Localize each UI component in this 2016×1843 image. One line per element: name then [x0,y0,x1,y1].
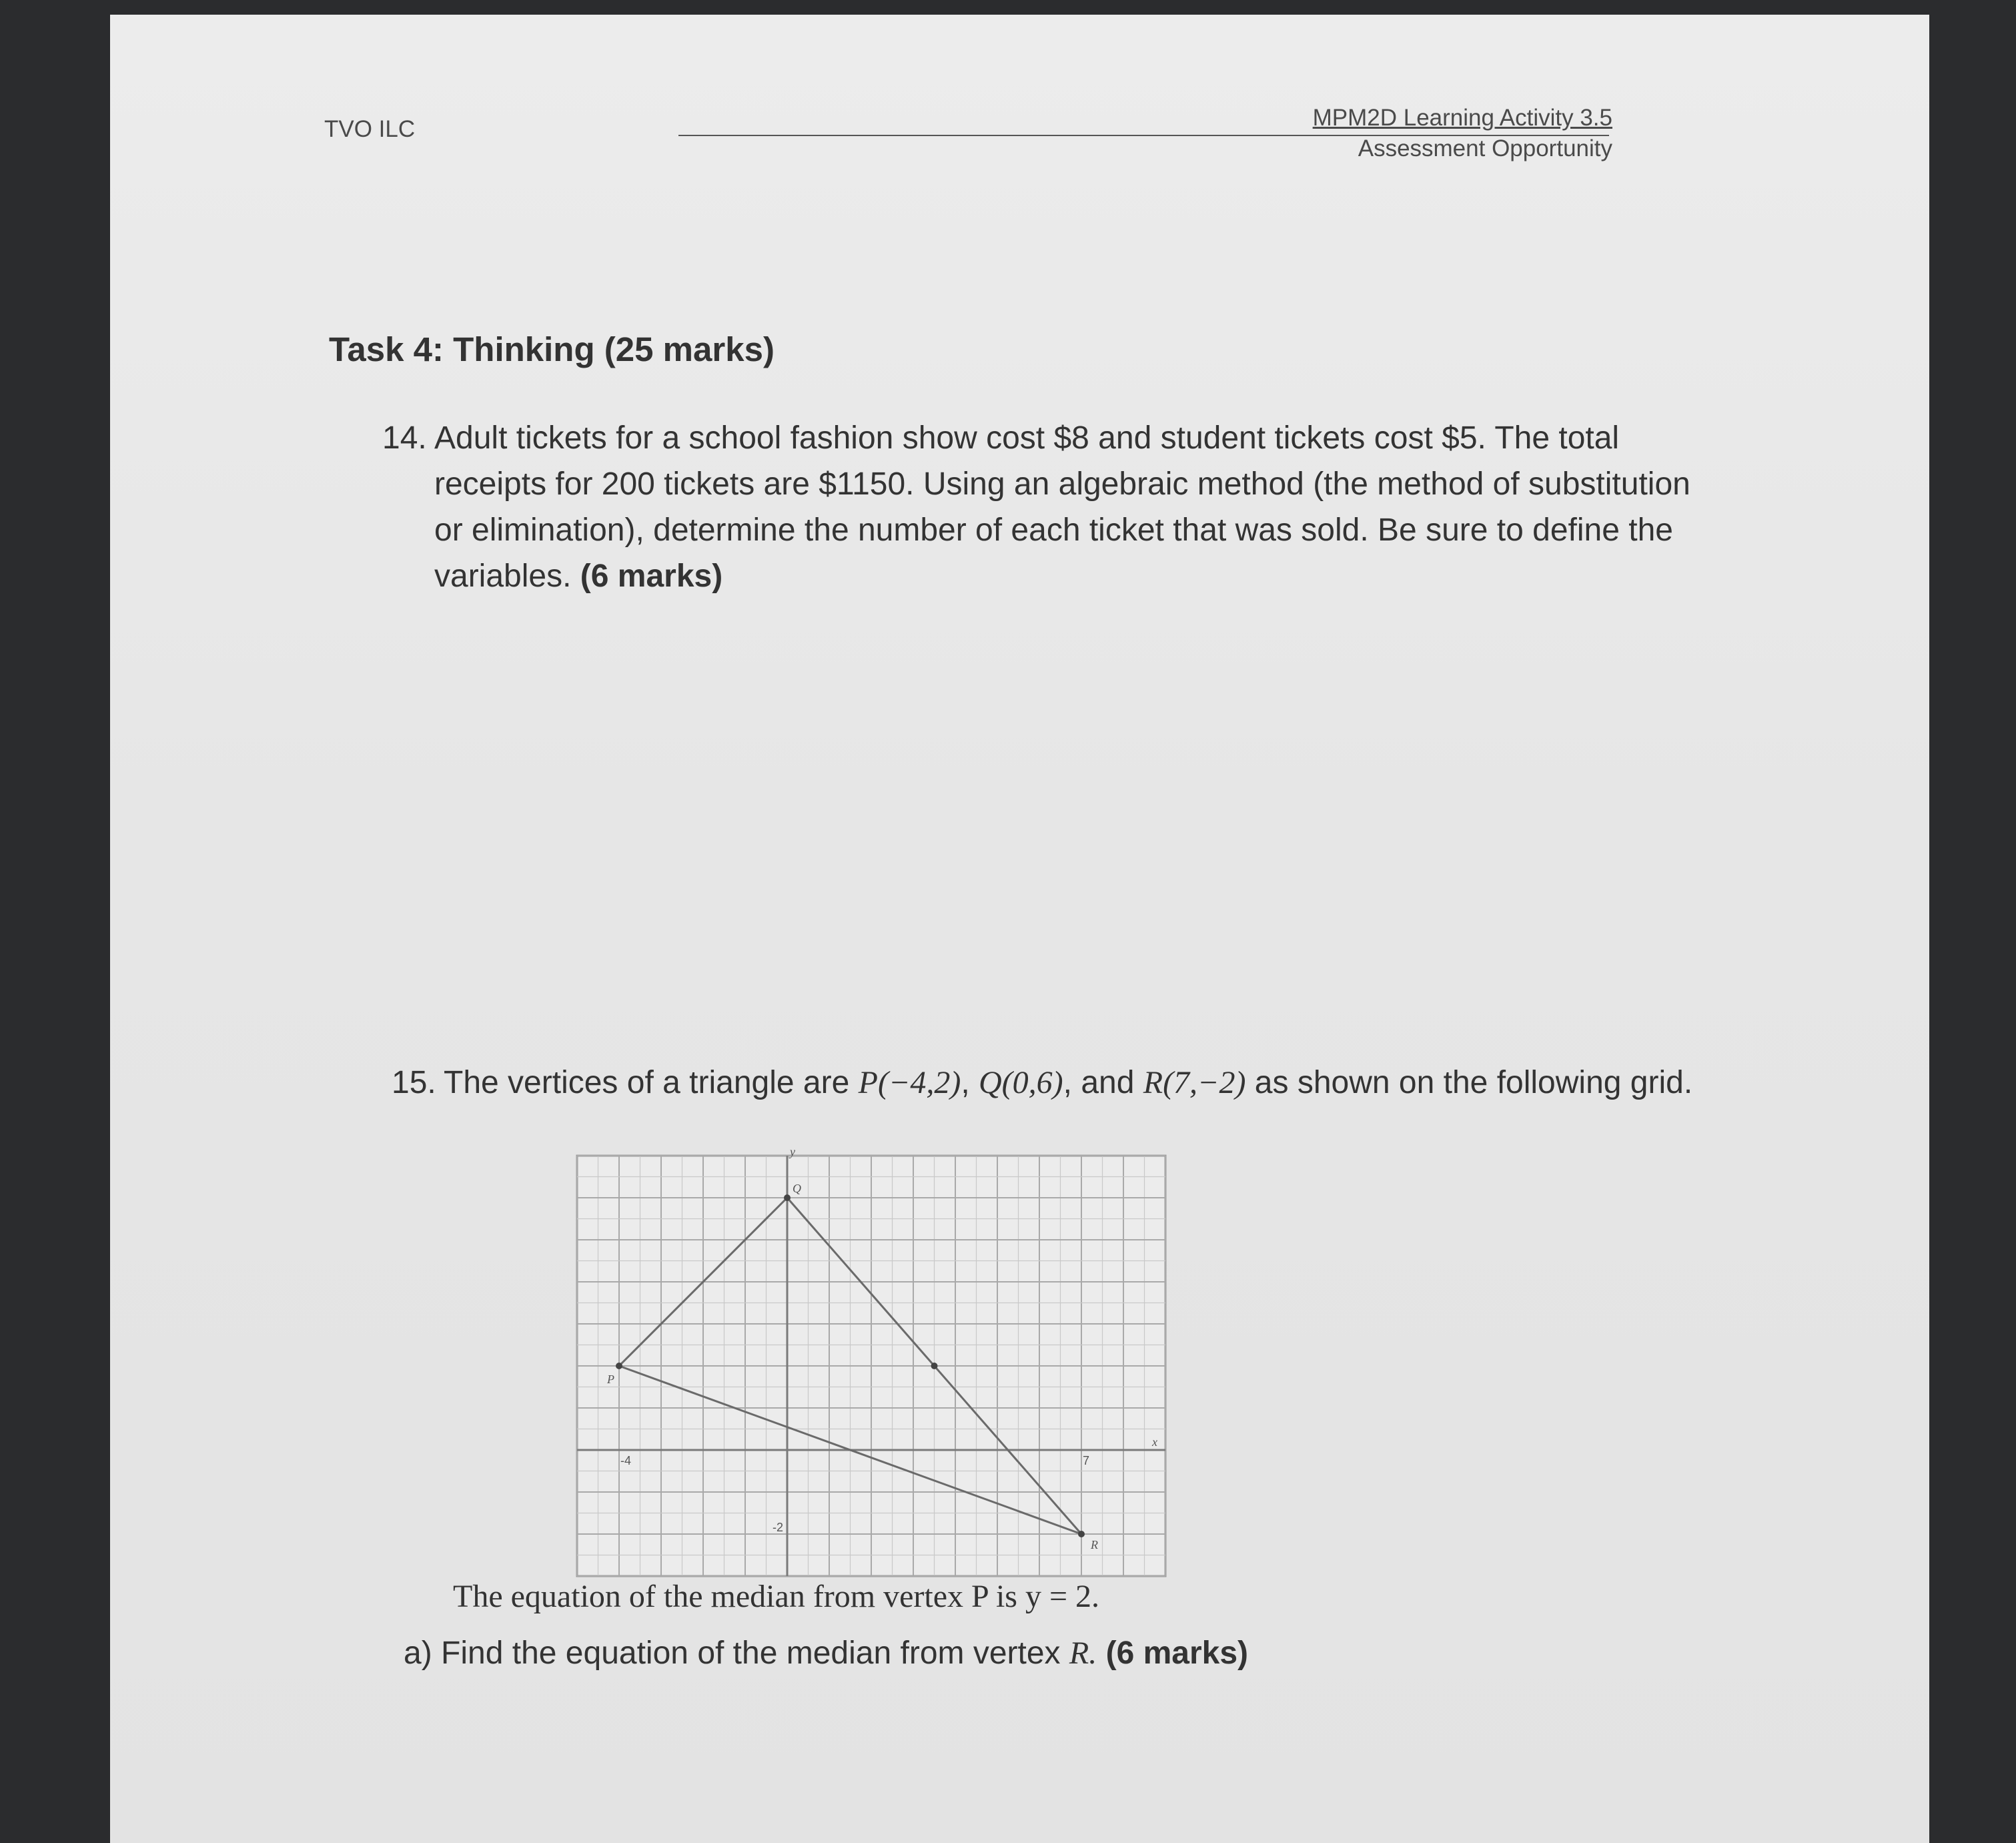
x-axis-label: x [1152,1435,1157,1449]
y-axis-label: y [790,1145,795,1158]
question-14-number: 14. [382,420,427,456]
vertex-label-p: P [607,1373,614,1386]
question-14-text: Adult tickets for a school fashion show cost $8 and student tickets cost $5. The total receipts for 200 tickets are $1150. Using an algebraic method (the method of substitution or elimination), determine the number of each ticket that was sold. Be sure to define the variables. [434,420,1690,594]
vertex-label-q: Q [793,1182,801,1195]
midpoint-qr [931,1363,938,1369]
vertex-q-label: Q(0,6) [979,1065,1063,1100]
question-14 [382,415,1703,599]
y-tick-label: -2 [773,1521,784,1534]
question-15-text-before: The vertices of a triangle are [444,1065,850,1100]
header-activity: MPM2D Learning Activity 3.5 [1312,105,1612,131]
header-course-info [1313,103,1612,164]
header-organization: TVO ILC [324,116,416,142]
x-tick-label: 7 [1083,1454,1090,1467]
vertex-point-p [616,1363,622,1369]
question-15-text-after: as shown on the following grid. [1254,1065,1693,1100]
vertex-label-r: R [1091,1538,1098,1551]
header-assessment: Assessment Opportunity [1358,135,1612,161]
part-a-marks: (6 marks) [1105,1635,1249,1671]
vertex-point-r [1078,1531,1085,1537]
task-title: Task 4: Thinking (25 marks) [329,330,775,368]
x-tick-label: -4 [620,1454,632,1467]
worksheet-page [110,15,1929,1843]
question-14-marks: (6 marks) [580,559,723,594]
question-14-body [434,415,1703,599]
part-a-text: Find the equation of the median from vertex [441,1635,1061,1671]
question-15-body: The vertices of a triangle are P(−4,2), Q(0,6), and R(7,−2) as shown on the following grid. [444,1065,1693,1100]
vertex-p-label: P(−4,2) [858,1065,961,1100]
part-a-label: a) [404,1635,432,1671]
part-a-vertex: R. [1069,1635,1097,1671]
part-a [404,1635,1248,1672]
vertex-point-q [784,1194,791,1201]
triangle-grid-chart [467,1145,1157,1576]
question-15-and: and [1081,1065,1135,1100]
question-15-number: 15. [392,1065,436,1100]
question-15 [392,1060,1712,1106]
median-statement: The equation of the median from vertex P is y = 2. [453,1579,1100,1614]
vertex-r-label: R(7,−2) [1143,1065,1246,1100]
